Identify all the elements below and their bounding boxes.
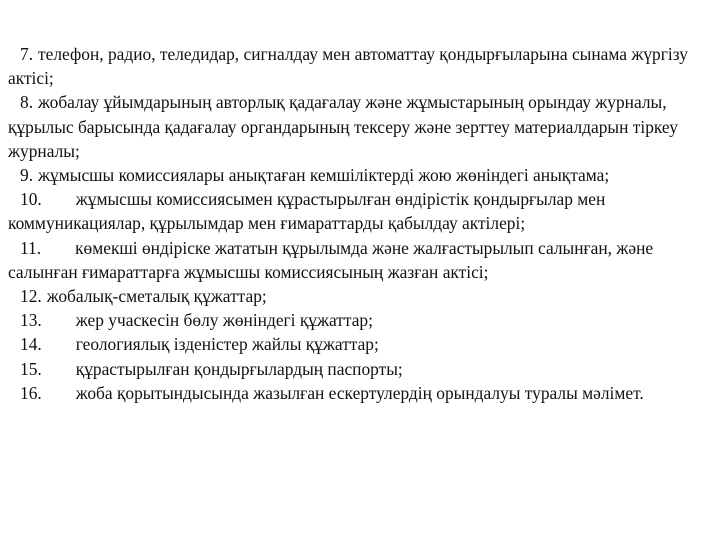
item-number: 7. <box>20 44 34 64</box>
item-text: геологиялық ізденістер жайлы құжаттар; <box>75 334 379 355</box>
list-item-11 <box>8 236 714 284</box>
list-item-14 <box>8 332 714 356</box>
item-number: 16. <box>20 382 42 403</box>
item-number: 9. <box>20 165 34 186</box>
list-item-9 <box>8 163 714 187</box>
item-text: құрастырылған қондырғылардың паспорты; <box>75 358 403 379</box>
list-item-13 <box>8 308 714 332</box>
item-number: 12. <box>20 286 42 307</box>
list-item-12 <box>8 284 714 308</box>
item-number: 13. <box>20 310 42 331</box>
item-number: 15. <box>20 358 42 379</box>
item-text: жоба қорытындысында жазылған ескертулердің орындалуы туралы мәлімет. <box>75 382 644 403</box>
item-text: телефон, радио, теледидар, сигналдау мен автоматтау қондырғыларына сынама жүргізу актісі; <box>8 44 688 89</box>
item-number: 8. <box>20 92 34 113</box>
list-item-8 <box>8 90 714 163</box>
item-text: жобалық-сметалық құжаттар; <box>46 286 267 307</box>
list-item-16 <box>8 381 714 405</box>
item-text: жұмысшы комиссиялары анықтаған кемшіліктерді жою жөніндегі анықтама; <box>38 165 610 186</box>
item-text: көмекші өндіріске жататын құрылымда және жалғастырылып салынған, және салынған ғимараттарға жұмысшы комиссиясының жазған актісі; <box>8 237 654 282</box>
list-item-15 <box>8 357 714 381</box>
list-item-7 <box>8 42 714 90</box>
list-item-10 <box>8 187 714 235</box>
item-number: 11. <box>20 237 42 258</box>
document-body <box>8 42 714 405</box>
item-text: жұмысшы комиссиясымен құрастырылған өндірістік қондырғылар мен коммуникациялар, құрылымдар мен ғимараттарды қабылдау актілері; <box>8 189 606 234</box>
item-text: жер учаскесін бөлу жөніндегі құжаттар; <box>75 310 373 331</box>
item-text: жобалау ұйымдарының авторлық қадағалау және жұмыстарының орындау журналы, құрылыс барысында қадағалау органдарының тексеру және зерттеу материалдарын тіркеу журналы; <box>8 92 678 161</box>
item-number: 10. <box>20 189 42 210</box>
item-number: 14. <box>20 334 42 355</box>
